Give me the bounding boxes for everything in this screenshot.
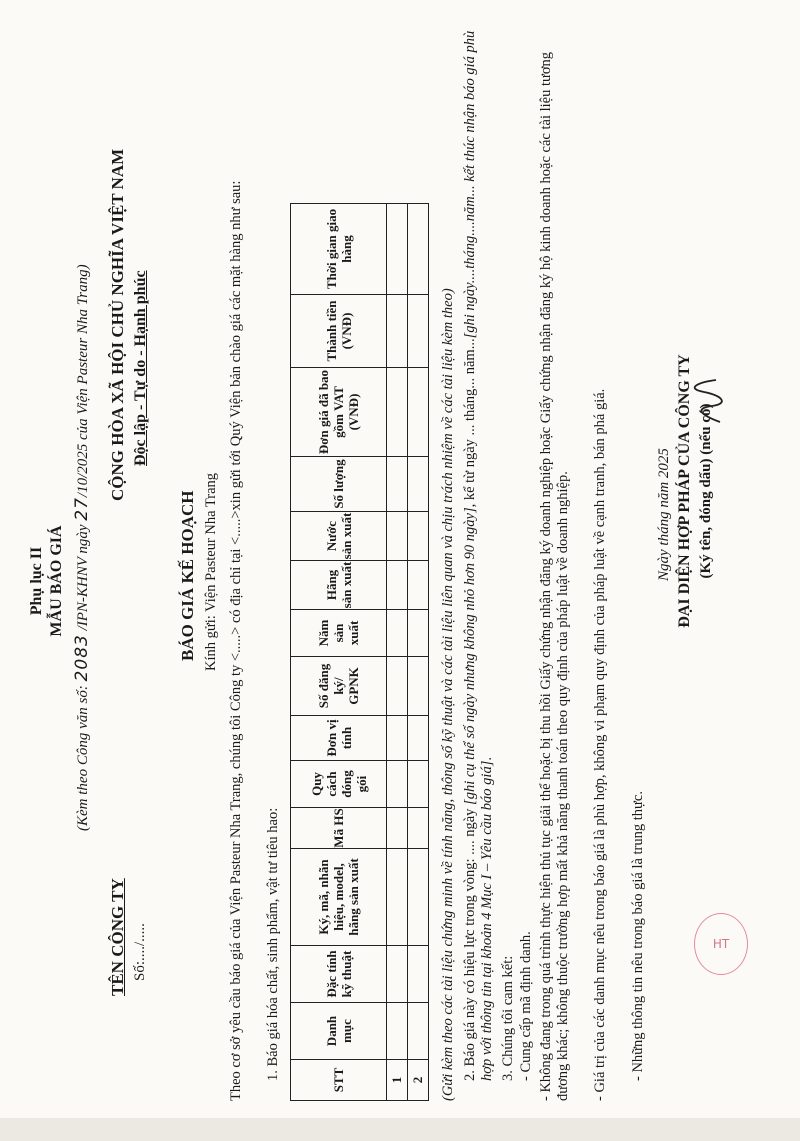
col-header-packaging: Quy cách đóng gói: [291, 761, 387, 808]
table-cell: [408, 849, 429, 946]
commitment-bullet-1: - Cung cấp mã định danh.: [518, 931, 534, 1081]
col-header-specs: Đặc tính kỹ thuật: [291, 946, 387, 1003]
item-3-commitment: 3. Chúng tôi cam kết:: [500, 955, 516, 1081]
table-row: [408, 204, 429, 1101]
col-header-stt: STT: [291, 1060, 387, 1101]
table-cell: [408, 1003, 429, 1060]
table-cell: [387, 512, 408, 561]
table-cell: [387, 368, 408, 457]
table-cell: 2: [408, 1060, 429, 1101]
table-cell: [387, 849, 408, 946]
table-cell: [387, 204, 408, 295]
table-cell: [408, 512, 429, 561]
table-cell: [387, 657, 408, 716]
table-header-row: [291, 204, 387, 1101]
commitment-bullet-3: - Giá trị của các danh mục nêu trong báo giá là phù hợp, không vi phạm quy định của pháp luật về cạnh tranh, bán phá giá.: [592, 388, 608, 1101]
recipient-line: Kính gửi: Viện Pasteur Nha Trang: [203, 472, 219, 671]
table-cell: [408, 946, 429, 1003]
handwritten-day: 27: [72, 497, 92, 521]
col-header-unit-price: Đơn giá đã bao gồm VAT (VNĐ): [291, 368, 387, 457]
table-cell: [408, 204, 429, 295]
signature-note: (Ký tên, đóng dấu) (nếu có): [698, 403, 714, 579]
col-header-unit: Đơn vị tính: [291, 716, 387, 761]
col-header-country: Nước sản xuất: [291, 512, 387, 561]
col-header-quantity: Số lượng: [291, 457, 387, 512]
commitment-bullet-2: - Không đang trong quá trình thực hiện thủ tục giải thể hoặc bị thu hồi Giấy chứng nhận đăng ký doanh nghiệp hoặc Giấy chứng nhận đăng ký hộ kinh doanh hoặc các tài liệu tương đương khác; không thuộc trường hợp mất khả năng thanh toán theo quy định của pháp luật về doanh nghiệp.: [538, 51, 571, 1101]
table-cell: [387, 761, 408, 808]
table-cell: [408, 610, 429, 657]
col-header-manufacturer: Hãng sản xuất: [291, 561, 387, 610]
red-stamp-mark: HT: [694, 913, 748, 975]
table-cell: [387, 295, 408, 368]
intro-paragraph: Theo cơ sở yêu cầu báo giá của Viện Pasteur Nha Trang, chúng tôi Công ty <.....> có địa chỉ tại <.....>xin gửi tới Quý Viện bản chào giá các mặt hàng như sau:: [228, 180, 244, 1101]
table-cell: [408, 716, 429, 761]
item-2-part-a: 2. Báo giá này có hiệu lực trong vòng: .... ngày: [462, 804, 478, 1081]
attachment-prefix: (Kèm theo Công văn số:: [75, 681, 91, 831]
item-2-part-d: [ghi ngày....tháng....năm... kết thúc nhận báo giá phù hợp với thông tin tại khoản 4 Mục I – Yêu cầu báo giá]: [462, 30, 495, 1081]
col-header-model: Ký, mã, nhãn hiệu, model, hãng sản xuất: [291, 849, 387, 946]
table-cell: [387, 561, 408, 610]
signature-date: Ngày tháng năm 2025: [656, 448, 672, 581]
item-2-part-b: [ghi cụ thể số ngày nhưng không nhỏ hơn 90 ngày]: [462, 507, 478, 805]
attachment-note: (Gửi kèm theo các tài liệu chứng minh về tính năng, thông số kỹ thuật và các tài liệu liên quan và chịu trách nhiệm về các tài liệu kèm theo): [440, 288, 456, 1101]
table-cell: [408, 561, 429, 610]
quotation-table: [290, 203, 429, 1101]
commitment-bullet-4: - Những thông tin nêu trong báo giá là trung thực.: [630, 791, 646, 1081]
item-2-part-e: .: [479, 757, 495, 761]
table-cell: [408, 808, 429, 849]
col-header-hs-code: Mã HS: [291, 808, 387, 849]
attachment-suffix: /10/2025 của Viện Pasteur Nha Trang): [75, 264, 91, 498]
form-title: MẪU BÁO GIÁ: [48, 525, 65, 637]
legal-representative: ĐẠI DIỆN HỢP PHÁP CỦA CÔNG TY: [676, 354, 693, 628]
table-cell: [408, 657, 429, 716]
table-cell: [387, 1003, 408, 1060]
handwritten-signature: [690, 376, 730, 426]
col-header-amount: Thành tiền (VNĐ): [291, 295, 387, 368]
company-name: TÊN CÔNG TY: [108, 878, 127, 996]
table-cell: [408, 457, 429, 512]
handwritten-document-number: 2083: [72, 634, 92, 682]
appendix-label: Phụ lục II: [28, 546, 45, 616]
col-header-year: Năm sản xuất: [291, 610, 387, 657]
table-cell: [387, 610, 408, 657]
attachment-mid: /IPN-KHNV ngày: [75, 520, 91, 635]
item-2-validity: [462, 21, 496, 1081]
table-cell: 1: [387, 1060, 408, 1101]
table-cell: [387, 457, 408, 512]
table-cell: [408, 761, 429, 808]
attachment-reference: [72, 264, 92, 831]
national-motto: Độc lập - Tự do - Hạnh phúc: [132, 270, 149, 466]
nation-title: CỘNG HÒA XÃ HỘI CHỦ NGHĨA VIỆT NAM: [108, 148, 127, 501]
table-cell: [387, 716, 408, 761]
table-cell: [387, 946, 408, 1003]
document-title: BÁO GIÁ KẾ HOẠCH: [178, 490, 197, 661]
col-header-registration: Số đăng ký/ GPNK: [291, 657, 387, 716]
col-header-category: Danh mục: [291, 1003, 387, 1060]
table-cell: [408, 295, 429, 368]
document-number: Số:..../.....: [132, 923, 148, 981]
item-2-part-c: , kể từ ngày ... tháng... năm...: [462, 338, 478, 508]
table-cell: [408, 368, 429, 457]
item-1-heading: 1. Báo giá hóa chất, sinh phẩm, vật tư tiêu hao:: [265, 807, 281, 1081]
table-cell: [387, 808, 408, 849]
col-header-delivery: Thời gian giao hàng: [291, 204, 387, 295]
table-row: [387, 204, 408, 1101]
